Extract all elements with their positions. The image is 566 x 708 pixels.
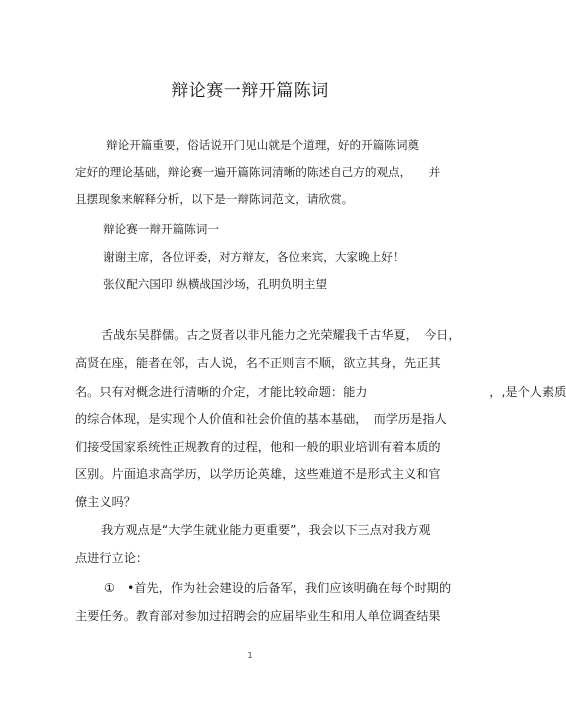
paragraph-line: 的综合体现，是实现个人价值和社会价值的基本基础， 而学历是指人 (75, 412, 447, 426)
paragraph-line: 们接受国家系统性正规教育的过程，他和一般的职业培训有着本质的 (75, 440, 441, 454)
paragraph-line: 区别。片面追求高学历，以学历论英雄，这些难道不是形式主义和官 (75, 467, 441, 481)
section-heading: 辩论赛一辩开篇陈词一 (103, 222, 219, 236)
paragraph-line: 主要任务。教育部对参加过招聘会的应届毕业生和用人单位调查结果 (75, 609, 441, 623)
paragraph-line: 舌战东吴群儒。古之贤者以非凡能力之光荣耀我千古华夏， 今日， (101, 328, 461, 342)
paragraph-line: 点进行立论： (75, 551, 149, 565)
paragraph-line: 高贤在座，能者在邻，古人说，名不正则言不顺，欲立其身，先正其 (75, 356, 441, 370)
paragraph-line: 张仪配六国印 纵横战国沙场，孔明负明主望 (103, 277, 327, 291)
paragraph-line: 辩论开篇重要，俗话说开门见山就是个道理，好的开篇陈词奠 (106, 138, 420, 152)
paragraph-line: 我方观点是“大学生就业能力更重要”，我会以下三点对我方观 (101, 523, 431, 537)
paragraph-line: 名。只有对概念进行清晰的介定，才能比较命题：能力 ，,是个人素质 (75, 385, 566, 399)
paragraph-line: 僚主义吗？ (75, 495, 136, 509)
paragraph-line: 定好的理论基础，辩论赛一遍开篇陈词清晰的陈述自己方的观点， 并 (75, 165, 441, 179)
list-item-line: ① •首先，作为社会建设的后备军，我们应该明确在每个时期的 (104, 581, 452, 595)
paragraph-line: 谢谢主席，各位评委，对方辩友，各位来宾，大家晚上好！ (103, 250, 405, 264)
paragraph-line: 且摆现象来解释分析，以下是一辩陈词范文，请欣赏。 (75, 192, 354, 206)
page-number: 1 (247, 651, 253, 660)
document-title: 辩论赛一辩开篇陈词 (171, 81, 329, 101)
